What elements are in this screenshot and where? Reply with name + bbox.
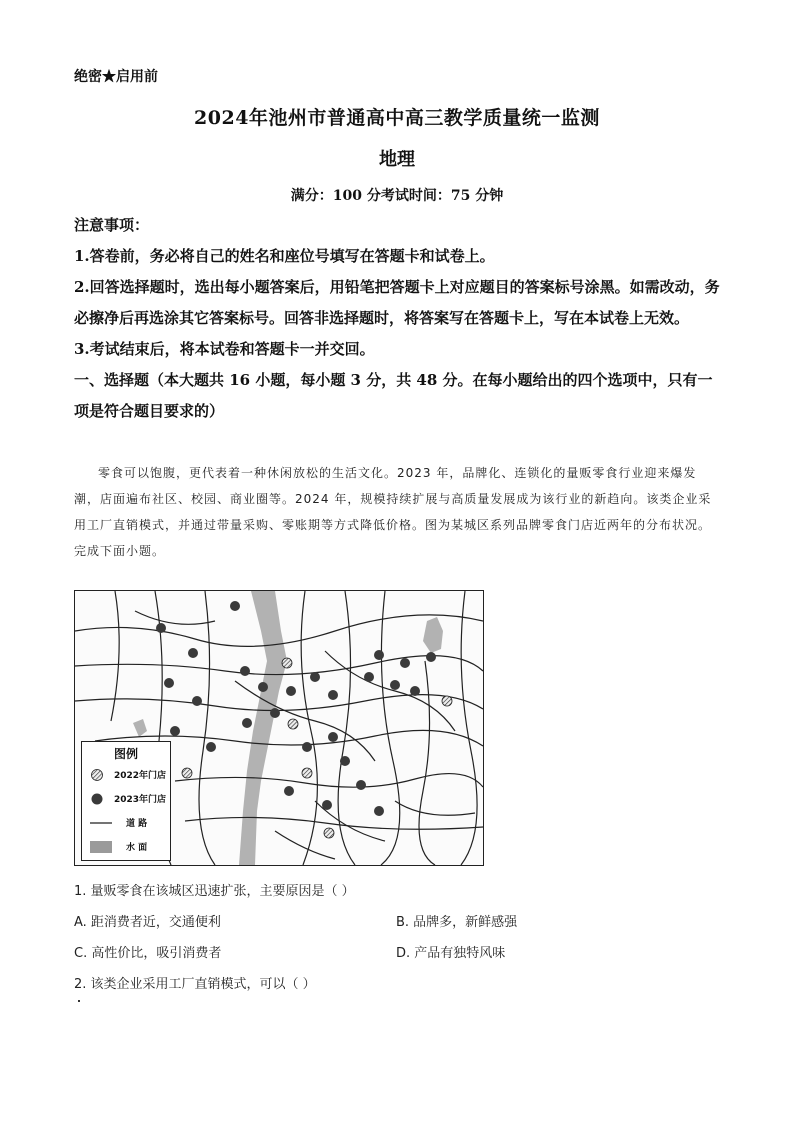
question-intro: 零食可以饱腹，更代表着一种休闲放松的生活文化。2023 年，品牌化、连锁化的量贩零食行业迎来爆发潮，店面遍布社区、校园、商业圈等。2024 年，规模持续扩展与高质量发展成为该行业的新趋向。该类企业采用工厂直销模式，并通过带量采购、零账期等方式降低价格。图为某城区系列品牌零食门店近两年的分布状况。完成下面小题。 <box>74 466 712 558</box>
solid-circle-icon <box>90 792 104 806</box>
river-water <box>239 591 287 865</box>
store-2023-marker <box>400 658 410 668</box>
notes-heading: 注意事项： <box>74 216 150 234</box>
legend-label-road: 道 路 <box>126 819 148 829</box>
road-line-icon <box>90 816 114 830</box>
store-2022-marker <box>282 658 292 668</box>
store-2023-marker <box>192 696 202 706</box>
west-lake-water <box>133 719 147 737</box>
map-legend <box>81 741 171 861</box>
note-item-3: 3.考试结束后，将本试卷和答题卡一并交回。 <box>74 340 375 358</box>
legend-row-2023 <box>90 790 170 806</box>
store-2023-marker <box>322 800 332 810</box>
store-2023-marker <box>302 742 312 752</box>
hatched-circle-icon <box>90 768 104 782</box>
store-2023-marker <box>364 672 374 682</box>
store-2022-marker <box>182 768 192 778</box>
store-2022-marker <box>288 719 298 729</box>
question-1-option-a: A. 距消费者近，交通便利 <box>74 915 221 930</box>
store-2023-marker <box>374 806 384 816</box>
secret-label: 绝密★启用前 <box>74 69 158 85</box>
store-2023-marker <box>356 780 366 790</box>
section-heading: 一、选择题（本大题共 16 小题，每小题 3 分，共 48 分。在每小题给出的四个选项中，只有一项是符合题目要求的） <box>74 371 713 420</box>
store-2023-marker <box>170 726 180 736</box>
store-2023-marker <box>242 718 252 728</box>
store-2022-marker <box>324 828 334 838</box>
store-2023-marker <box>426 652 436 662</box>
store-2023-marker <box>340 756 350 766</box>
store-2023-marker <box>284 786 294 796</box>
subject-title: 地理 <box>379 149 415 170</box>
store-2023-marker <box>310 672 320 682</box>
notes-section <box>74 210 724 427</box>
store-2022-marker <box>442 696 452 706</box>
legend-row-water <box>90 838 170 854</box>
legend-row-2022 <box>90 766 170 782</box>
legend-row-road <box>90 814 170 830</box>
store-2023-marker <box>410 686 420 696</box>
store-distribution-map <box>74 590 484 866</box>
store-2023-marker <box>240 666 250 676</box>
store-2023-marker <box>390 680 400 690</box>
legend-label-water: 水 面 <box>126 843 148 853</box>
store-2023-marker <box>258 682 268 692</box>
note-item-1: 1.答卷前，务必将自己的姓名和座位号填写在答题卡和试卷上。 <box>74 247 495 265</box>
scan-speck <box>78 1000 80 1002</box>
store-2023-marker <box>374 650 384 660</box>
store-2023-marker <box>286 686 296 696</box>
store-2023-marker <box>188 648 198 658</box>
exam-title: 2024年池州市普通高中高三教学质量统一监测 <box>194 107 600 129</box>
question-1-option-b: B. 品牌多，新鲜感强 <box>396 915 518 930</box>
store-2023-marker <box>328 690 338 700</box>
note-item-2: 2.回答选择题时，选出每小题答案后，用铅笔把答题卡上对应题目的答案标号涂黑。如需改动，务必擦净后再选涂其它答案标号。回答非选择题时，将答案写在答题卡上，写在本试卷上无效。 <box>74 278 720 327</box>
store-2022-marker <box>302 768 312 778</box>
question-1-option-d: D. 产品有独特风味 <box>396 946 506 961</box>
store-2023-marker <box>206 742 216 752</box>
store-2023-marker <box>328 732 338 742</box>
legend-label-2023: 2023年门店 <box>114 795 167 805</box>
store-2023-marker <box>230 601 240 611</box>
score-time-info: 满分：100 分考试时间：75 分钟 <box>290 188 504 204</box>
lake-water <box>423 617 443 653</box>
legend-title: 图例 <box>113 747 138 761</box>
question-1-stem: 1. 量贩零食在该城区迅速扩张，主要原因是（ ） <box>74 884 355 899</box>
legend-label-2022: 2022年门店 <box>114 771 167 781</box>
question-2-stem: 2. 该类企业采用工厂直销模式，可以（ ） <box>74 977 316 992</box>
store-2023-marker <box>270 708 280 718</box>
store-2023-marker <box>164 678 174 688</box>
stores-2022 <box>182 658 452 838</box>
question-1-option-c: C. 高性价比，吸引消费者 <box>74 946 222 961</box>
store-2023-marker <box>156 623 166 633</box>
water-swatch-icon <box>90 840 114 854</box>
